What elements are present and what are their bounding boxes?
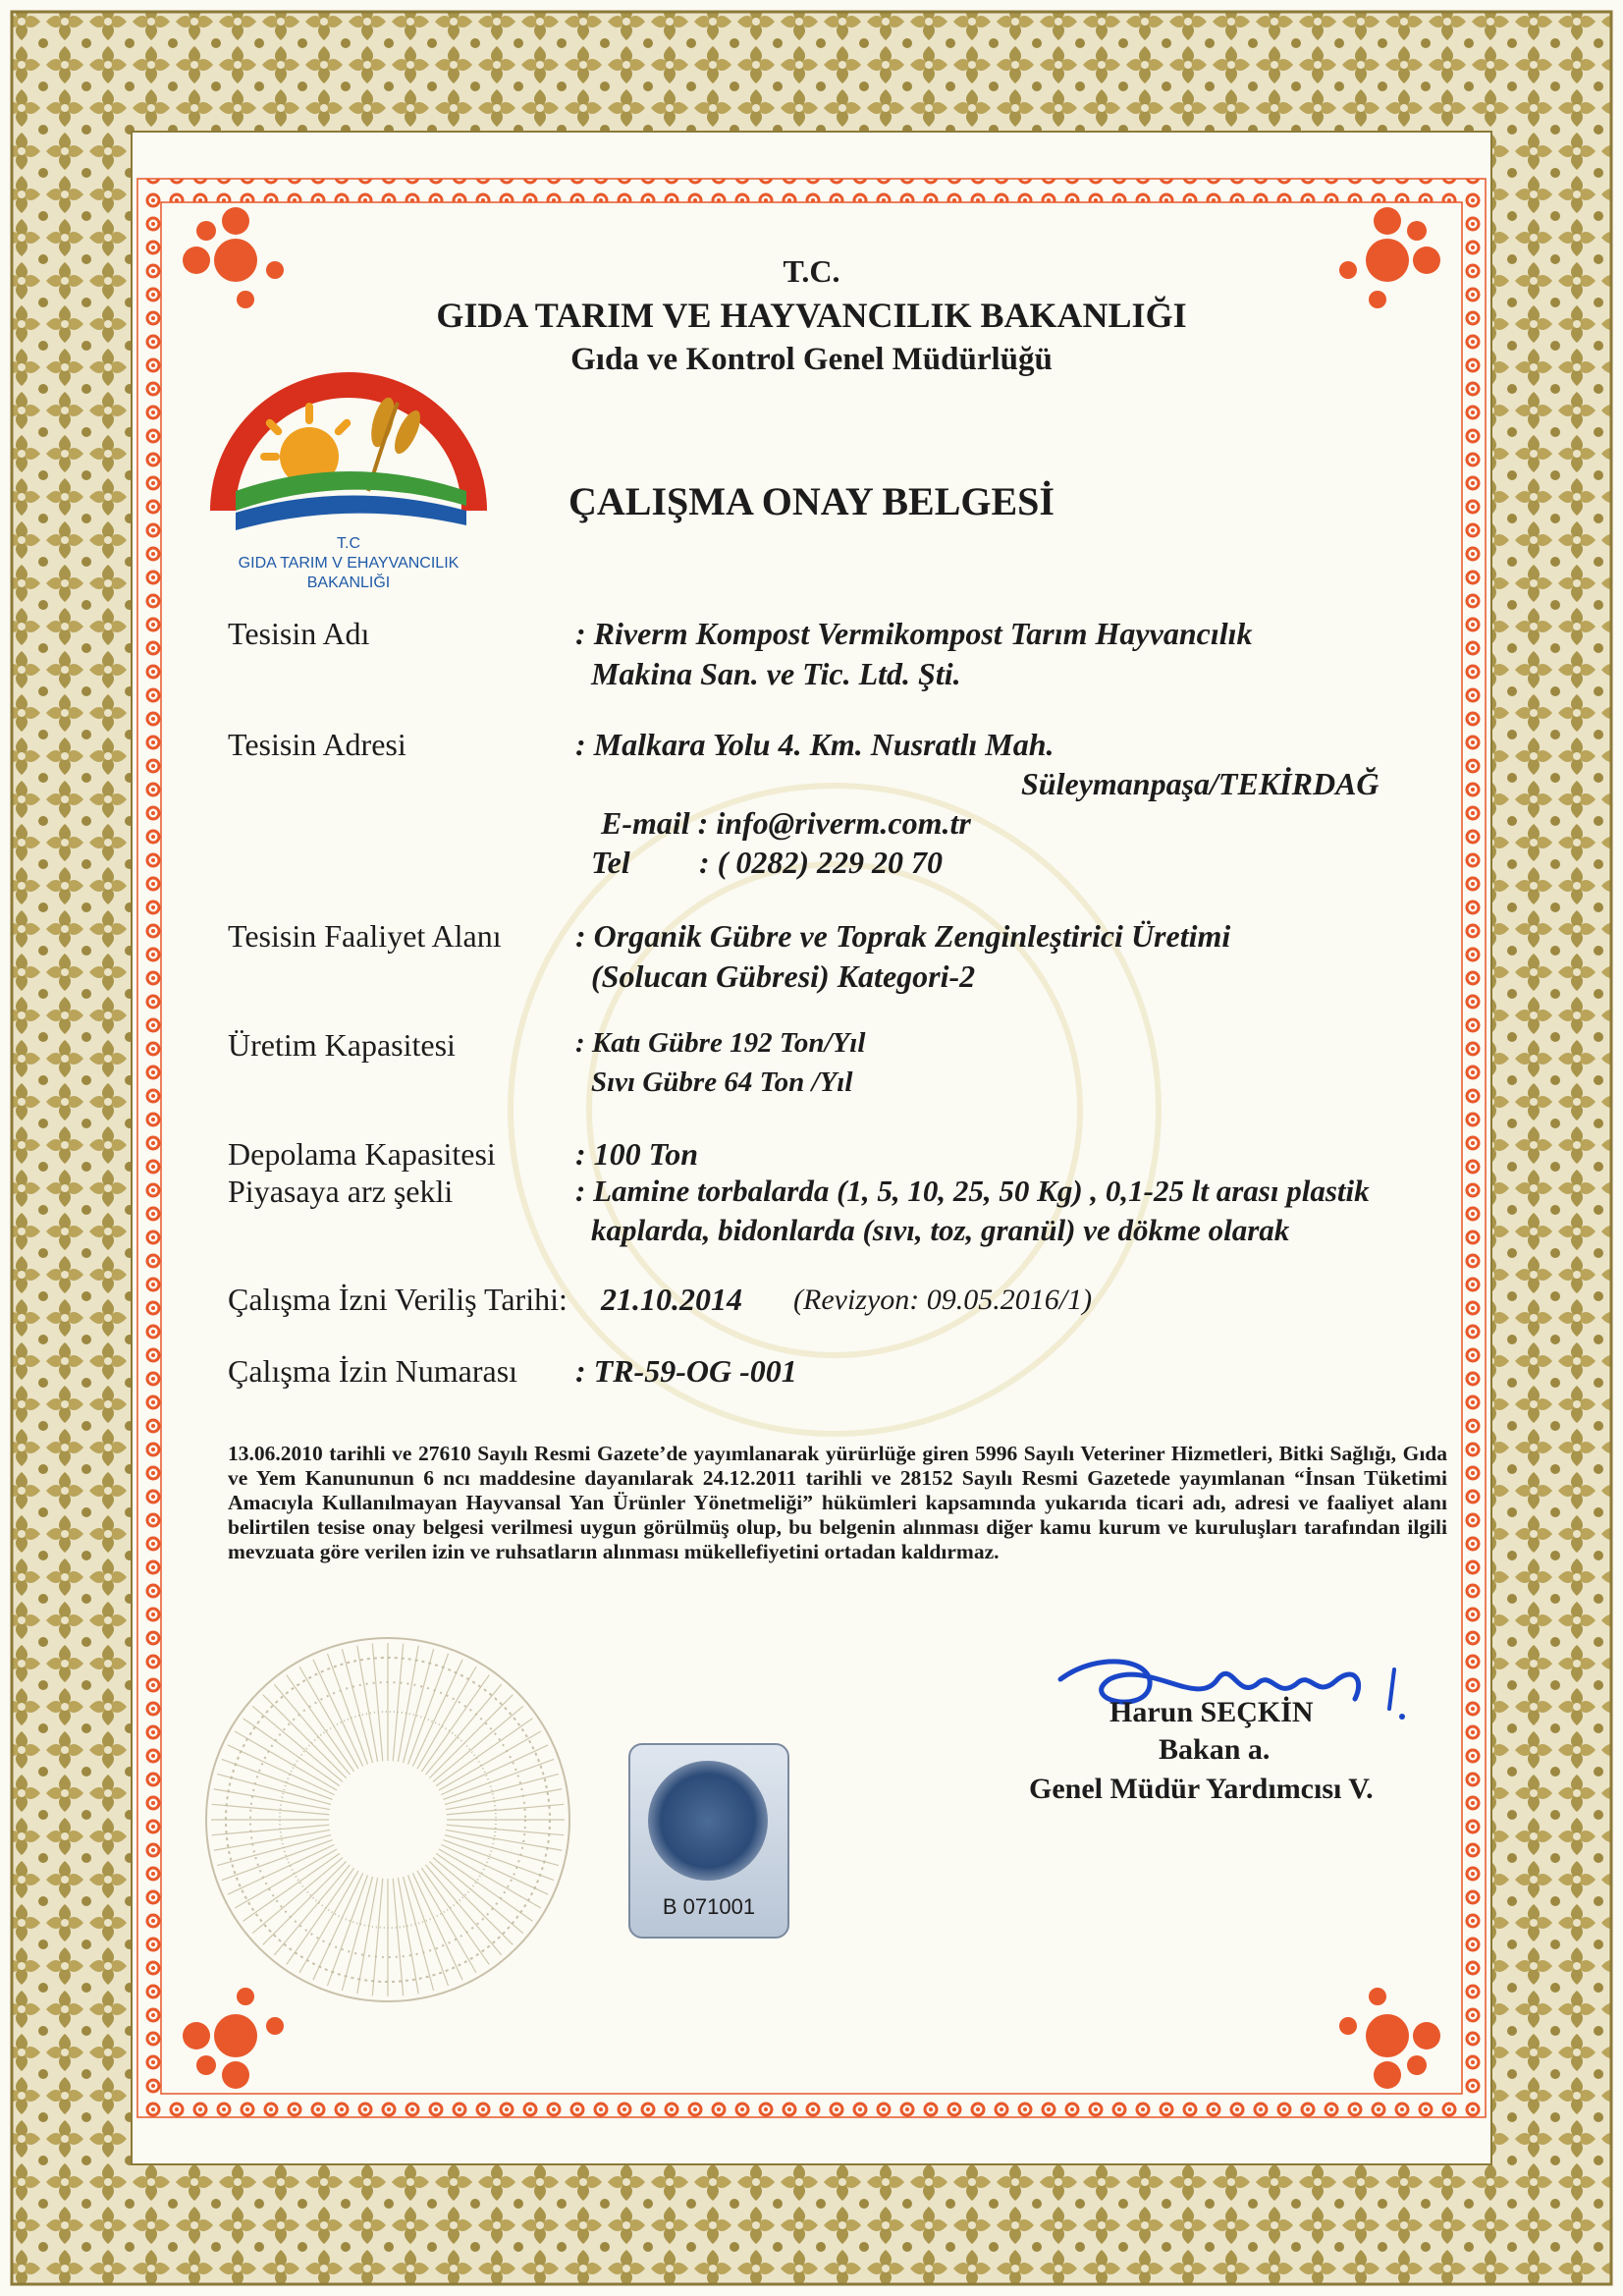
hologram-label	[628, 1743, 789, 1939]
header-tc: T.C.	[783, 253, 840, 289]
activity-area-value-1: : Organik Gübre ve Toprak Zenginleştirici Üretimi	[575, 918, 1231, 954]
permit-date-value: 21.10.2014	[601, 1282, 742, 1317]
signatory-line3: Genel Müdür Yardımcısı V.	[1029, 1773, 1374, 1805]
market-supply-value-2: kaplarda, bidonlarda (sıvı, toz, granül) ve dökme olarak	[591, 1213, 1290, 1247]
market-supply-value-1: : Lamine torbalarda (1, 5, 10, 25, 50 Kg) , 0,1-25 lt arası plastik	[575, 1174, 1370, 1208]
page-title: ÇALIŞMA ONAY BELGESİ	[568, 479, 1055, 523]
activity-area-value-2: (Solucan Gübresi) Kategori-2	[591, 958, 976, 994]
header-directorate: Gıda ve Kontrol Genel Müdürlüğü	[570, 342, 1053, 377]
permit-date-label: Çalışma İzni Veriliş Tarihi:	[228, 1282, 568, 1317]
production-capacity-value-2: Sıvı Gübre 64 Ton /Yıl	[591, 1066, 853, 1098]
facility-name-value-2: Makina San. ve Tic. Ltd. Şti.	[591, 656, 961, 691]
production-capacity-value-1: : Katı Gübre 192 Ton/Yıl	[575, 1027, 866, 1059]
facility-name-label: Tesisin Adı	[228, 616, 370, 651]
logo-line1: T.C	[337, 535, 360, 552]
signatory-line2: Bakan a.	[1159, 1733, 1271, 1766]
hologram-seal-icon	[648, 1761, 768, 1881]
facility-email: E-mail : info@riverm.com.tr	[601, 805, 971, 841]
permit-number-value: : TR-59-OG -001	[575, 1353, 797, 1389]
signatory-name: Harun SEÇKİN	[1109, 1696, 1314, 1728]
legal-paragraph: 13.06.2010 tarihli ve 27610 Sayılı Resmi Gazete’de yayımlanarak yürürlüğe giren 5996 Sayılı Veteriner Hizmetleri, Bitki Sağlığı, Gıda ve Yem Kanununun 6 ncı maddesine dayanılarak 24.12.2011 tarihli ve 28152 Sayılı Resmi Gazetede yayımlanan “İnsan Tüketimi Amacıyla Kullanılmayan Hayvansal Yan Ürünler Yönetmeliği” hükümleri kapsamında yukarıda ticari adı, adresi ve faaliyet alanı belirtilen tesise onay belgesi verilmesi uygun görülmüş olup, bu belgenin alınması diğer kamu kurum ve kuruluşları tarafından ilgili mevzuata göre verilen izin ve ruhsatların alınması mükellefiyetini ortadan kaldırmaz.	[228, 1442, 1447, 1563]
activity-area-label: Tesisin Faaliyet Alanı	[228, 918, 502, 954]
production-capacity-label: Üretim Kapasitesi	[228, 1027, 456, 1063]
logo-line3: BAKANLIĞI	[306, 574, 391, 591]
hologram-serial: B 071001	[662, 1894, 756, 1919]
signature	[1041, 1640, 1473, 1748]
facility-tel-label: Tel	[591, 845, 630, 880]
permit-revision: (Revizyon: 09.05.2016/1)	[793, 1284, 1093, 1316]
facility-name-value-1: : Riverm Kompost Vermikompost Tarım Hayvancılık	[575, 616, 1253, 651]
facility-tel-value: : ( 0282) 229 20 70	[699, 845, 943, 880]
header-ministry: GIDA TARIM VE HAYVANCILIK BAKANLIĞI	[436, 296, 1187, 335]
facility-address-value-2: Süleymanpaşa/TEKİRDAĞ	[1021, 766, 1380, 801]
facility-address-value-1: : Malkara Yolu 4. Km. Nusratlı Mah.	[575, 727, 1055, 762]
market-supply-label: Piyasaya arz şekli	[228, 1174, 454, 1209]
storage-capacity-value: : 100 Ton	[575, 1136, 699, 1172]
storage-capacity-label: Depolama Kapasitesi	[228, 1136, 496, 1172]
permit-number-label: Çalışma İzin Numarası	[228, 1353, 518, 1389]
facility-address-label: Tesisin Adresi	[228, 727, 406, 762]
rosette-seal	[196, 1628, 579, 2011]
logo-line2: GIDA TARIM V EHAYVANCILIK	[238, 555, 460, 572]
